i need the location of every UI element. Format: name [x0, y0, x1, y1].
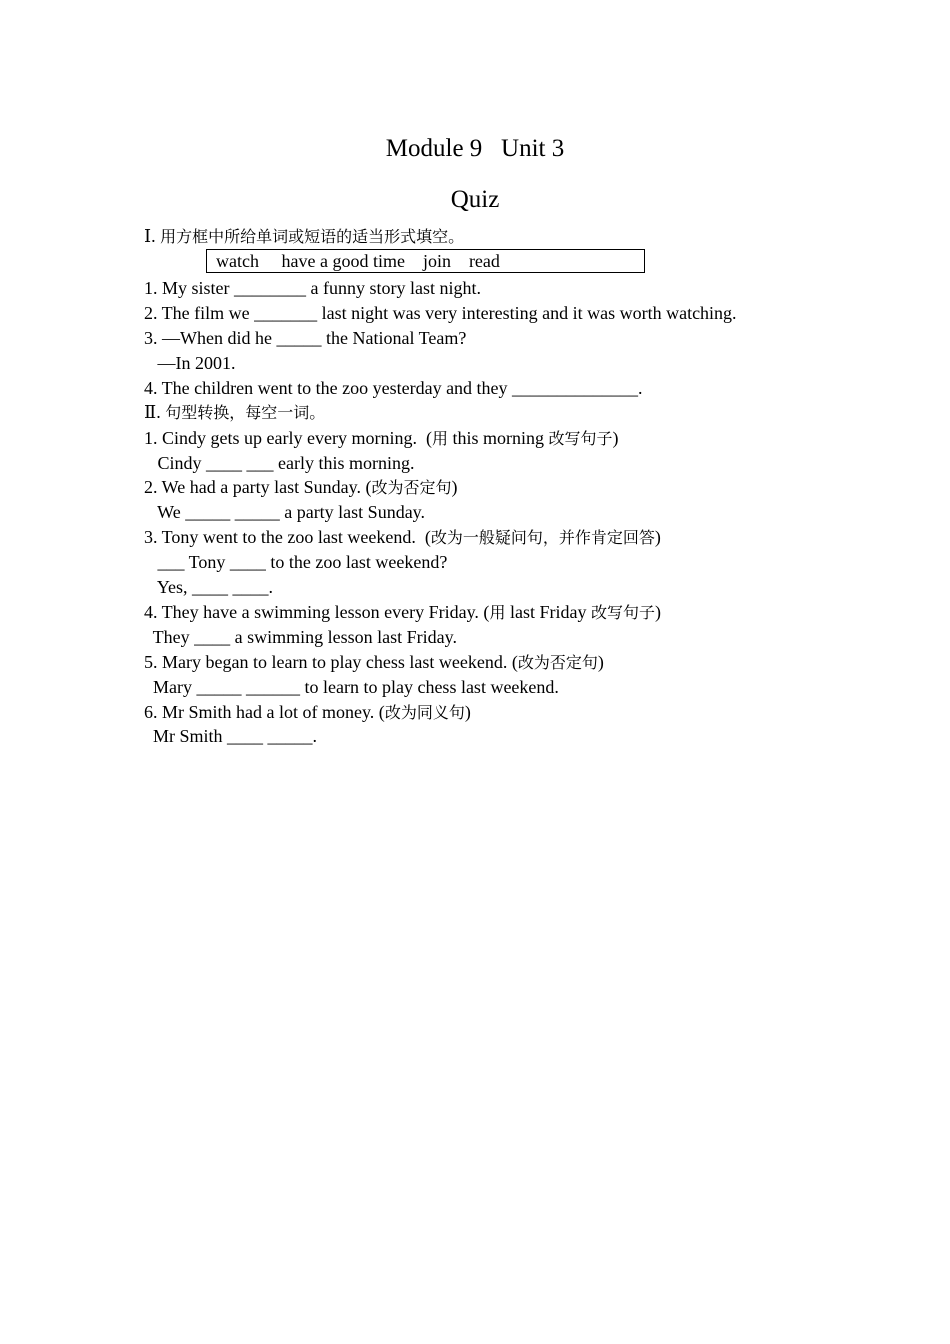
section-1-item: —In 2001.	[144, 353, 236, 373]
section-2-item: Yes, ____ ____.	[144, 577, 274, 597]
section-2-item: 1. Cindy gets up early every morning. (用 this morning 改写句子)	[144, 428, 619, 448]
page-subtitle: Quiz	[450, 186, 500, 213]
section-2-item: Mr Smith ____ _____.	[144, 726, 318, 746]
section-2-heading: Ⅱ. 句型转换，每空一词。	[144, 402, 326, 422]
section-2-item: They ____ a swimming lesson last Friday.	[144, 627, 457, 647]
section-2-item: 2. We had a party last Sunday. (改为否定句)	[144, 477, 458, 497]
section-2-item: 6. Mr Smith had a lot of money. (改为同义句)	[144, 702, 471, 722]
section-1-heading: Ⅰ. 用方框中所给单词或短语的适当形式填空。	[144, 226, 465, 246]
section-2-item: ___ Tony ____ to the zoo last weekend?	[144, 552, 448, 572]
section-1-item: 1. My sister ________ a funny story last night.	[144, 278, 481, 298]
section-2-item: 3. Tony went to the zoo last weekend. (改为一般疑问句，并作肯定回答)	[144, 527, 661, 547]
section-2-item: 4. They have a swimming lesson every Friday. (用 last Friday 改写句子)	[144, 602, 661, 622]
page-title: Module 9 Unit 3	[385, 135, 565, 162]
section-2-item: 5. Mary began to learn to play chess last weekend. (改为否定句)	[144, 652, 604, 672]
word-box: watch have a good time join read	[206, 249, 645, 273]
section-1-item: 2. The film we _______ last night was very interesting and it was worth watching.	[144, 303, 737, 323]
section-2-item: Mary _____ ______ to learn to play chess last weekend.	[144, 677, 559, 697]
section-2-item: Cindy ____ ___ early this morning.	[144, 453, 415, 473]
section-1-item: 4. The children went to the zoo yesterday and they ______________.	[144, 378, 643, 398]
section-1-item: 3. —When did he _____ the National Team?	[144, 328, 467, 348]
section-2-item: We _____ _____ a party last Sunday.	[144, 502, 426, 522]
